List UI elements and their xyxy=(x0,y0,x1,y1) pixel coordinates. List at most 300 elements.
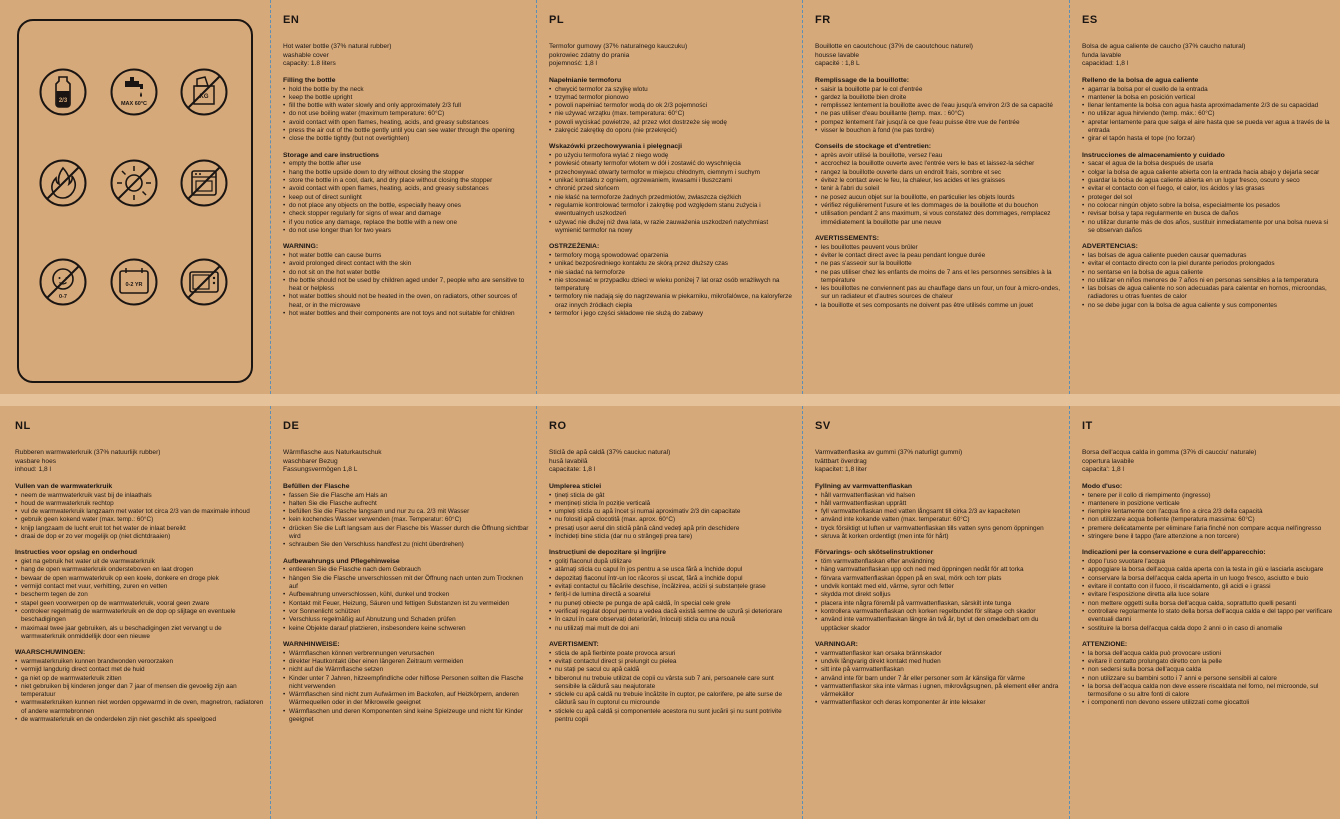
list-item: • kontrollera varmvattenflaskan och korken regelbundet för slitage och skador xyxy=(815,608,1063,616)
instruction-section xyxy=(549,77,796,136)
list-item: • przechowywać otwarty termofor w miejscu chłodnym, ciemnym i suchym xyxy=(549,169,796,177)
product-info-line: funda lavable xyxy=(1082,51,1122,59)
product-info xyxy=(15,449,264,475)
list-item: • entleeren Sie die Flasche nach dem Gebrauch xyxy=(283,566,530,574)
section-title: Förvarings- och skötselinstruktioner xyxy=(815,549,934,557)
list-item: • non utilizzare su bambini sotto i 7 anni e persone sensibili al calore xyxy=(1082,675,1334,683)
instruction-list xyxy=(283,566,530,632)
list-item: • nu folosiți apă clocotită (max. aprox. 60°C) xyxy=(549,516,796,524)
list-item: • förvara varmvattenflaskan öppen på en sval, mörk och torr plats xyxy=(815,575,1063,583)
instruction-list xyxy=(283,86,530,144)
list-item: • Kontakt mit Feuer, Heizung, Säuren und fettigen Substanzen ist zu vermeiden xyxy=(283,600,530,608)
instruction-list xyxy=(1082,650,1334,708)
list-item: • vermijd langdurig direct contact met de huid xyxy=(15,666,264,674)
list-item: • no colocar ningún objeto sobre la bolsa, especialmente los pesados xyxy=(1082,202,1334,210)
instruction-list xyxy=(815,650,1063,708)
list-item: • sticlele cu apă caldă și componentele acestora nu sunt jucării și nu sunt potrivite pentru copii xyxy=(549,708,796,725)
section-title: Conseils de stockage et d'entretien: xyxy=(815,143,932,151)
section-title: AVERTISSEMENTS: xyxy=(815,234,880,242)
list-item: • använd inte kokande vatten (max. temperatur: 60°C) xyxy=(815,516,1063,524)
list-item: • riempire lentamente con l'acqua fino a circa 2/3 della capacità xyxy=(1082,508,1334,516)
list-item: • nu stați pe sacul cu apă caldă xyxy=(549,666,796,674)
section-title: Wskazówki przechowywania i pielęgnacji xyxy=(549,143,682,151)
product-info-line: Hot water bottle (37% natural rubber) xyxy=(283,43,392,50)
list-item: • presați ușor aerul din sticlă până când vedeți apă prin deschidere xyxy=(549,525,796,533)
list-item: • hot water bottles should not be heated in the oven, on radiators, other sources of heat, or in the microwave xyxy=(283,293,530,310)
section-title: Vullen van de warmwaterkruik xyxy=(15,482,113,490)
list-item: • premere delicatamente per eliminare l'aria finché non compare acqua nell'ingresso xyxy=(1082,525,1334,533)
section-title: Instructies voor opslag en onderhoud xyxy=(15,549,137,557)
list-item: • goliți flaconul după utilizare xyxy=(549,558,796,566)
product-info-line: capacidad: 1,8 l xyxy=(1082,60,1129,68)
list-item: • nie używać wrzątku (max. temperatura: 60°C) xyxy=(549,110,796,118)
section-title: Befüllen der Flasche xyxy=(283,482,350,490)
list-item: • nie stosować w przypadku dzieci w wieku poniżej 7 lat oraz osób wrażliwych na temperaturę xyxy=(549,277,796,294)
language-code: EN xyxy=(283,14,300,26)
list-item: • evitare il contatto con il fuoco, il riscaldamento, gli acidi e i grassi xyxy=(1082,583,1334,591)
list-item: • evitar el contacto directo con la piel durante periodos prolongados xyxy=(1082,260,1334,268)
instruction-section xyxy=(1082,152,1334,235)
instruction-list xyxy=(815,492,1063,542)
list-item: • no utilizar durante más de dos años, sustituir inmediatamente por una bolsa nueva si se observan daños xyxy=(1082,219,1334,236)
list-item: • non utilizzare acqua bollente (temperatura massima: 60°C) xyxy=(1082,516,1334,524)
no-sun-icon xyxy=(109,158,159,208)
column-ro xyxy=(537,406,802,819)
section-title: Filling the bottle xyxy=(283,76,336,84)
column-pl xyxy=(537,0,802,394)
no-microwave-icon xyxy=(179,257,229,307)
list-item: • gebruik geen kokend water (max. temp.: 60°C) xyxy=(15,516,264,524)
list-item: • tenir à l'abri du soleil xyxy=(815,185,1063,193)
instruction-section xyxy=(283,152,530,235)
list-item: • no utilizar agua hirviendo (temp. máx.: 60°C) xyxy=(1082,110,1334,118)
list-item: • hang the bottle upside down to dry without closing the stopper xyxy=(283,169,530,177)
list-item: • store the bottle in a cool, dark, and dry place without closing the stopper xyxy=(283,177,530,185)
product-info-line: kapacitet: 1,8 liter xyxy=(815,466,867,474)
list-item: • ga niet op de warmwaterkruik zitten xyxy=(15,675,264,683)
list-item: • vul de warmwaterkruik langzaam met water tot circa 2/3 van de maximale inhoud xyxy=(15,508,264,516)
list-item: • remplissez lentement la bouillotte avec de l'eau jusqu'à environ 2/3 de sa capacité xyxy=(815,102,1063,110)
list-item: • hot water bottle can cause burns xyxy=(283,252,530,260)
product-info xyxy=(815,43,1063,69)
list-item: • powiesić otwarty termofor wlotem w dół i zostawić do wyschnięcia xyxy=(549,160,796,168)
list-item: • if you notice any damage, replace the bottle with a new one xyxy=(283,219,530,227)
language-code: ES xyxy=(1082,14,1098,26)
list-item: • evitare il contatto prolungato diretto con la pelle xyxy=(1082,658,1334,666)
instruction-list xyxy=(815,558,1063,633)
list-item: • de warmwaterkruik en de onderdelen zijn niet geschikt als speelgoed xyxy=(15,716,264,724)
list-item: • hängen Sie die Flasche unverschlossen mit der Öffnung nach unten zum Trocknen auf xyxy=(283,575,530,592)
product-info-line: Wärmflasche aus Naturkautschuk xyxy=(283,449,382,456)
list-item: • la borsa dell'acqua calda può provocare ustioni xyxy=(1082,650,1334,658)
instruction-section xyxy=(1082,243,1334,310)
instruction-list xyxy=(1082,86,1334,144)
list-item: • sticlele cu apă caldă nu trebuie încălzite în cuptor, pe calorifere, pe alte surse de căldură sau în cuptorul cu microunde xyxy=(549,691,796,708)
list-item: • hot water bottles and their components are not toys and not suitable for children xyxy=(283,310,530,318)
language-code: IT xyxy=(1082,420,1093,432)
list-item: • saisir la bouillotte par le col d'entrée xyxy=(815,86,1063,94)
list-item: • llenar lentamente la bolsa con agua hasta aproximadamente 2/3 de su capacidad xyxy=(1082,102,1334,110)
list-item: • atârnați sticla cu capul în jos pentru a se usca fără a închide dopul xyxy=(549,566,796,574)
instruction-list xyxy=(549,86,796,136)
product-info-line: housse lavable xyxy=(815,51,859,59)
list-item: • Wärmflaschen können verbrennungen verursachen xyxy=(283,650,530,658)
list-item: • depozitați flaconul într-un loc răcoros și uscat, fără a închide dopul xyxy=(549,575,796,583)
list-item: • mantener la bolsa en posición vertical xyxy=(1082,94,1334,102)
list-item: • neem de warmwaterkruik vast bij de inlaathals xyxy=(15,492,264,500)
instruction-section xyxy=(815,235,1063,310)
product-info xyxy=(283,43,530,69)
list-item: • drücken Sie die Luft langsam aus der Flasche bis Wasser durch die Öffnung sichtbar wird xyxy=(283,525,530,542)
list-item: • proteger del sol xyxy=(1082,194,1334,202)
list-item: • direkter Hautkontakt über einen längeren Zeitraum vermeiden xyxy=(283,658,530,666)
instruction-section xyxy=(283,77,530,144)
instruction-section xyxy=(549,549,796,632)
list-item: • închideți bine sticla (dar nu o strângeți prea tare) xyxy=(549,533,796,541)
band-gap xyxy=(0,394,1340,406)
list-item: • appoggiare la borsa dell'acqua calda aperta con la testa in giù e lasciarla asciugare xyxy=(1082,566,1334,574)
list-item: • Wärmflaschen sind nicht zum Aufwärmen im Backofen, auf Heizkörpern, anderen Wärmequellen oder in der Mikrowelle geeignet xyxy=(283,691,530,708)
section-title: Aufbewahrungs und Pflegehinweise xyxy=(283,557,400,565)
instruction-list xyxy=(549,492,796,542)
list-item: • termofor i jego części składowe nie służą do zabawy xyxy=(549,310,796,318)
instruction-section xyxy=(283,483,530,550)
list-item: • non sedersi sulla borsa dell'acqua calda xyxy=(1082,666,1334,674)
list-item: • close the bottle tightly (but not overtighten) xyxy=(283,135,530,143)
section-title: ATTENZIONE: xyxy=(1082,640,1128,648)
list-item: • töm varmvattenflaskan efter användning xyxy=(815,558,1063,566)
list-item: • mantenere in posizione verticale xyxy=(1082,500,1334,508)
section-title: Napełnianie termoforu xyxy=(549,76,622,84)
column-es xyxy=(1070,0,1340,394)
product-info-line: Sticlă de apă caldă (37% cauciuc natural) xyxy=(549,449,671,456)
column-nl xyxy=(3,406,270,819)
list-item: • używać nie dłużej niż dwa lata, w razie zauważenia uszkodzeń natychmiast wymienić termofor na nowy xyxy=(549,219,796,236)
section-title: WARNHINWEISE: xyxy=(283,640,340,648)
list-item: • kein kochendes Wasser verwenden (max. Temperatur: 60°C) xyxy=(283,516,530,524)
list-item: • check stopper regularly for signs of wear and damage xyxy=(283,210,530,218)
years-label: 0-2 YR xyxy=(125,282,143,288)
list-item: • apretar lentamente para que salga el aire hasta que se pueda ver agua a través de la entrada xyxy=(1082,119,1334,136)
list-item: • fill the bottle with water slowly and only approximately 2/3 full xyxy=(283,102,530,110)
section-title: ADVERTENCIAS: xyxy=(1082,243,1138,251)
list-item: • vérifiez régulièrement l'usure et les dommages de la bouillotte et du bouchon xyxy=(815,202,1063,210)
list-item: • après avoir utilisé la bouillotte, versez l'eau xyxy=(815,152,1063,160)
list-item: • powoli wyciskać powietrze, aż przez wlot dostrzeże się wodę xyxy=(549,119,796,127)
section-title: OSTRZEŻENIA: xyxy=(549,243,600,251)
section-title: WAARSCHUWINGEN: xyxy=(15,649,86,657)
column-en xyxy=(271,0,536,394)
list-item: • no se debe jugar con la bolsa de agua caliente y sus componentes xyxy=(1082,302,1334,310)
list-item: • ne pas utiliser d'eau bouillante (temp. max. : 60°C) xyxy=(815,110,1063,118)
list-item: • tryck försiktigt ut luften ur varmvattenflaskan tills vatten syns genom öppningen xyxy=(815,525,1063,533)
section-title: Storage and care instructions xyxy=(283,151,379,159)
instruction-list xyxy=(283,160,530,235)
list-item: • keine Objekte darauf platzieren, insbesondere keine schweren xyxy=(283,625,530,633)
language-code: SV xyxy=(815,420,831,432)
instruction-list xyxy=(549,558,796,633)
list-item: • houd de warmwaterkruik rechtop xyxy=(15,500,264,508)
product-info-line: tvättbart överdrag xyxy=(815,457,867,465)
list-item: • vermijd contact met vuur, verhitting, zuren en vetten xyxy=(15,583,264,591)
list-item: • utilisation pendant 2 ans maximum, si vous constatez des dommages, remplacez immédiatement la bouillotte par une neuve xyxy=(815,210,1063,227)
list-item: • dopo l'uso svuotare l'acqua xyxy=(1082,558,1334,566)
instruction-list xyxy=(549,650,796,725)
product-info-line: Borsa dell'acqua calda in gomma (37% di caucciu' naturale) xyxy=(1082,449,1257,456)
list-item: • sticla de apă fierbinte poate provoca arsuri xyxy=(549,650,796,658)
list-item: • stringere bene il tappo (fare attenzione a non torcere) xyxy=(1082,533,1334,541)
list-item: • använd inte varmvattenflaskan längre än två år, byt ut den omedelbart om du upptäcker skador xyxy=(815,616,1063,633)
section-title: Instrucțiuni de depozitare și îngrijire xyxy=(549,549,667,557)
language-code: NL xyxy=(15,420,31,432)
section-title: Instrucciones de almacenamiento y cuidado xyxy=(1082,151,1225,159)
list-item: • niet gebruiken bij kinderen jonger dan 7 jaar of mensen die gevoelig zijn aan temperatuur xyxy=(15,683,264,700)
list-item: • pompez lentement l'air jusqu'à ce que l'eau puisse être vue de l'entrée xyxy=(815,119,1063,127)
list-item: • använd inte för barn under 7 år eller personer som är känsliga för värme xyxy=(815,675,1063,683)
list-item: • draai de dop er zo ver mogelijk op (niet dichtdraaien) xyxy=(15,533,264,541)
list-item: • las bolsas de agua caliente no son adecuadas para calentar en hornos, microondas, radiadores u otras fuentes de calor xyxy=(1082,285,1334,302)
instruction-list xyxy=(815,86,1063,136)
product-info-line: Varmvattenflaska av gummi (37% naturligt gummi) xyxy=(815,449,963,456)
instruction-list xyxy=(549,252,796,318)
list-item: • warmwaterkruiken kunnen niet worden opgewarmd in de oven, magnetron, radiatoren of andere warmtebronnen xyxy=(15,699,264,716)
list-item: • evitar el contacto con el fuego, el calor, los ácidos y las grasas xyxy=(1082,185,1334,193)
max-temp-label: MAX 60°C xyxy=(120,101,148,107)
list-item: • chwycić termofor za szyjkę wlotu xyxy=(549,86,796,94)
list-item: • evitați contactul cu flăcările deschise, încălzirea, acizii și substanțele grase xyxy=(549,583,796,591)
no-oven-icon xyxy=(179,158,229,208)
list-item: • placera inte några föremål på varmvattenflaskan, särskilt inte tunga xyxy=(815,600,1063,608)
instruction-list xyxy=(1082,252,1334,310)
list-item: • ne posez aucun objet sur la bouillotte, en particulier les objets lourds xyxy=(815,194,1063,202)
product-info-line: pojemność: 1,8 l xyxy=(549,60,598,68)
list-item: • befüllen Sie die Flasche langsam und nur zu ca. 2/3 mit Wasser xyxy=(283,508,530,516)
list-item: • varmvattenflaskor och deras komponenter är inte leksaker xyxy=(815,699,1063,707)
list-item: • hang de open warmwaterkruik ondersteboven en laat drogen xyxy=(15,566,264,574)
list-item: • häng varmvattenflaskan upp och ned med öppningen nedåt för att torka xyxy=(815,566,1063,574)
list-item: • varmvattenflaskor kan orsaka brännskador xyxy=(815,650,1063,658)
list-item: • la borsa dell'acqua calda non deve essere riscaldata nel forno, nel microonde, sul termosifone o su altre fonti di calore xyxy=(1082,683,1334,700)
product-info-line: capacitate: 1,8 l xyxy=(549,466,596,474)
list-item: • avoid contact with open flames, heating, acids, and greasy substances xyxy=(283,185,530,193)
instruction-section xyxy=(283,641,530,724)
product-info-line: washable cover xyxy=(283,51,329,59)
instruction-list xyxy=(1082,492,1334,542)
instruction-section xyxy=(815,77,1063,136)
list-item: • do not use boiling water (maximum temperature: 60°C) xyxy=(283,110,530,118)
list-item: • po użyciu termofora wylać z niego wodę xyxy=(549,152,796,160)
list-item: • sacar el agua de la bolsa después de usarla xyxy=(1082,160,1334,168)
product-info xyxy=(549,43,796,69)
list-item: • colgar la bolsa de agua caliente abierta con la entrada hacia abajo y dejarla secar xyxy=(1082,169,1334,177)
bottom-band xyxy=(0,406,1340,819)
list-item: • i componenti non devono essere utilizzati come giocattoli xyxy=(1082,699,1334,707)
instruction-section xyxy=(815,641,1063,708)
list-item: • nicht auf die Wärmflasche setzen xyxy=(283,666,530,674)
list-item: • håll varmvattenflaskan upprätt xyxy=(815,500,1063,508)
max-water-temp-icon xyxy=(109,67,159,117)
list-item: • la bouillotte et ses composants ne doivent pas être utilisés comme un jouet xyxy=(815,302,1063,310)
list-item: • nu utilizați mai mult de doi ani xyxy=(549,625,796,633)
list-item: • varmvattenflaskor ska inte värmas i ugnen, mikrovågsugnen, på element eller andra värmekällor xyxy=(815,683,1063,700)
list-item: • mențineți sticla în poziție verticală xyxy=(549,500,796,508)
section-title: Modo d'uso: xyxy=(1082,482,1123,490)
list-item: • fassen Sie die Flasche am Hals an xyxy=(283,492,530,500)
list-item: • knijp langzaam de lucht eruit tot het water de inlaat bereikt xyxy=(15,525,264,533)
product-info-line: Bouillotte en caoutchouc (37% de caoutchouc naturel) xyxy=(815,43,973,50)
list-item: • do not use longer than for two years xyxy=(283,227,530,235)
instruction-list xyxy=(283,252,530,318)
list-item: • keep out of direct sunlight xyxy=(283,194,530,202)
column-sv xyxy=(803,406,1069,819)
column-de xyxy=(271,406,536,819)
list-item: • nu puneți obiecte pe punga de apă caldă, în special cele grele xyxy=(549,600,796,608)
product-info-line: capacity: 1.8 liters xyxy=(283,60,336,68)
list-item: • sitt inte på varmvattenflaskan xyxy=(815,666,1063,674)
no-fire-icon xyxy=(38,158,88,208)
instruction-section xyxy=(15,649,264,724)
list-item: • schrauben Sie den Verschluss handfest zu (nicht überdrehen) xyxy=(283,541,530,549)
list-item: • unikać kontaktu z ogniem, ogrzewaniem, kwasami i tłuszczami xyxy=(549,177,796,185)
product-info xyxy=(549,449,796,475)
product-info-line: husă lavabilă xyxy=(549,457,588,465)
column-it xyxy=(1070,406,1340,819)
list-item: • stapel geen voorwerpen op de warmwaterkruik, vooral geen zware xyxy=(15,600,264,608)
instruction-list xyxy=(1082,558,1334,633)
instruction-section xyxy=(283,558,530,633)
instruction-list xyxy=(549,152,796,235)
list-item: • powoli napełniać termofor wodą do ok 2/3 pojemności xyxy=(549,102,796,110)
list-item: • evitare l'esposizione diretta alla luce solare xyxy=(1082,591,1334,599)
instruction-list xyxy=(815,244,1063,310)
instruction-list xyxy=(1082,160,1334,235)
instruction-list xyxy=(815,152,1063,227)
list-item: • revisar bolsa y tapa regularmente en busca de daños xyxy=(1082,210,1334,218)
list-item: • bescherm tegen de zon xyxy=(15,591,264,599)
list-item: • conservare la borsa dell'acqua calda aperta in un luogo fresco, asciutto e buio xyxy=(1082,575,1334,583)
section-title: Indicazioni per la conservazione e cura dell'apparecchio: xyxy=(1082,549,1266,557)
list-item: • unikać bezpośredniego kontaktu ze skórą przez dłuższy czas xyxy=(549,260,796,268)
list-item: • keep the bottle upright xyxy=(283,94,530,102)
fill-label: 2/3 xyxy=(58,98,68,104)
safety-icon-panel xyxy=(17,19,253,383)
instruction-section xyxy=(815,483,1063,542)
instruction-list xyxy=(283,492,530,550)
list-item: • agarrar la bolsa por el cuello de la entrada xyxy=(1082,86,1334,94)
language-code: FR xyxy=(815,14,831,26)
list-item: • guardar la bolsa de agua caliente abierta en un lugar fresco, oscuro y seco xyxy=(1082,177,1334,185)
list-item: • ne pas s'asseoir sur la bouillotte xyxy=(815,260,1063,268)
instruction-section xyxy=(1082,77,1334,144)
list-item: • hold the bottle by the neck xyxy=(283,86,530,94)
product-info-line: copertura lavabile xyxy=(1082,457,1135,465)
product-info xyxy=(283,449,530,475)
list-item: • skruva åt korken ordentligt (men inte för hårt) xyxy=(815,533,1063,541)
replace-2-years-icon xyxy=(109,257,159,307)
product-info-line: Fassungsvermögen 1,8 L xyxy=(283,466,358,474)
product-info-line: wasbare hoes xyxy=(15,457,57,465)
section-title: Remplissage de la bouillotte: xyxy=(815,76,910,84)
list-item: • fyll varmvattenflaskan med vatten långsamt till cirka 2/3 av kapaciteten xyxy=(815,508,1063,516)
list-item: • giet na gebruik het water uit de warmwaterkruik xyxy=(15,558,264,566)
instruction-section xyxy=(1082,483,1334,542)
list-item: • țineți sticla de gât xyxy=(549,492,796,500)
list-item: • evitați contactul direct și prelungit cu pielea xyxy=(549,658,796,666)
list-item: • nie kłaść na termoforze żadnych przedmiotów, zwłaszcza ciężkich xyxy=(549,194,796,202)
list-item: • ne pas utiliser chez les enfants de moins de 7 ans et les personnes sensibles à la température xyxy=(815,269,1063,286)
top-band xyxy=(0,0,1340,394)
product-info-line: capacité : 1,8 L xyxy=(815,60,860,68)
instruction-list xyxy=(15,558,264,641)
column-fr xyxy=(803,0,1069,394)
list-item: • håll varmvattenflaskan vid halsen xyxy=(815,492,1063,500)
instruction-section xyxy=(283,243,530,318)
instruction-section xyxy=(815,143,1063,226)
product-info-line: inhoud: 1,8 l xyxy=(15,466,51,474)
section-title: VARNINGAR: xyxy=(815,640,858,648)
list-item: • the bottle should not be used by children aged under 7, people who are sensitive to heat or helpless xyxy=(283,277,530,294)
list-item: • accrochez la bouillotte ouverte avec l'entrée vers le bas et laissez-la sécher xyxy=(815,160,1063,168)
list-item: • non mettere oggetti sulla borsa dell'acqua calda, soprattutto quelli pesanti xyxy=(1082,600,1334,608)
instruction-section xyxy=(549,143,796,235)
list-item: • Kinder unter 7 Jahren, hitzeempfindliche oder hilflose Personen sollten die Flasche nicht verwenden xyxy=(283,675,530,692)
list-item: • empty the bottle after use xyxy=(283,160,530,168)
list-item: • avoid contact with open flames, heating, acids, and greasy substances xyxy=(283,119,530,127)
list-item: • las bolsas de agua caliente pueden causar quemaduras xyxy=(1082,252,1334,260)
no-weight-icon xyxy=(179,67,229,117)
product-info xyxy=(1082,43,1334,69)
list-item: • trzymać termofor pionowo xyxy=(549,94,796,102)
list-item: • nie siadać na termoforze xyxy=(549,269,796,277)
product-info xyxy=(815,449,1063,475)
list-item: • vor Sonnenlicht schützen xyxy=(283,608,530,616)
section-title: Fyllning av varmvattenflaskan xyxy=(815,482,913,490)
list-item: • do not sit on the hot water bottle xyxy=(283,269,530,277)
fill-two-thirds-icon xyxy=(38,67,88,117)
list-item: • girar el tapón hasta el tope (no forzar) xyxy=(1082,135,1334,143)
no-children-icon xyxy=(38,257,88,307)
list-item: • undvik kontakt med eld, värme, syror och fetter xyxy=(815,583,1063,591)
instruction-section xyxy=(549,243,796,318)
instruction-section xyxy=(549,483,796,542)
product-info-line: Rubberen warmwaterkruik (37% natuurlijk rubber) xyxy=(15,449,161,456)
list-item: • termofory nie nadają się do nagrzewania w piekarniku, mikrofalówce, na kaloryferze oraz innych źródłach ciepła xyxy=(549,293,796,310)
list-item: • visser le bouchon à fond (ne pas tordre) xyxy=(815,127,1063,135)
list-item: • évitez le contact avec le feu, la chaleur, les acides et les graisses xyxy=(815,177,1063,185)
list-item: • éviter le contact direct avec la peau pendant longue durée xyxy=(815,252,1063,260)
instruction-list xyxy=(15,658,264,724)
list-item: • regularnie kontrolować termofor i zakrętkę pod względem stanu zużycia i ewentualnych uszkodzeń xyxy=(549,202,796,219)
product-info xyxy=(1082,449,1334,475)
list-item: • verificați regulat dopul pentru a vedea dacă există semne de uzură și deteriorare xyxy=(549,608,796,616)
instruction-section xyxy=(15,549,264,641)
weight-label: KG xyxy=(199,94,209,100)
list-item: • Wärmflaschen und deren Komponenten sind keine Spielzeuge und nicht für Kinder geeignet xyxy=(283,708,530,725)
list-item: • skydda mot direkt solljus xyxy=(815,591,1063,599)
list-item: • do not place any objects on the bottle, especially heavy ones xyxy=(283,202,530,210)
language-code: PL xyxy=(549,14,565,26)
list-item: • bewaar de open warmwaterkruik op een koele, donkere en droge plek xyxy=(15,575,264,583)
list-item: • controleer regelmatig de warmwaterkruik en de dop op slijtage en eventuele beschadigingen xyxy=(15,608,264,625)
instruction-section xyxy=(1082,549,1334,632)
list-item: • no sentarse en la bolsa de agua caliente xyxy=(1082,269,1334,277)
list-item: • în cazul în care observați deteriorări, înlocuiți sticla cu una nouă xyxy=(549,616,796,624)
instruction-section xyxy=(815,549,1063,632)
list-item: • les bouillottes ne conviennent pas au chauffage dans un four, un four à micro-ondes, sur un radiateur et d'autres sources de chaleur xyxy=(815,285,1063,302)
product-info-line: waschbarer Bezug xyxy=(283,457,338,465)
list-item: • controllare regolarmente lo stato della borsa dell'acqua calda e del tappo per verificare eventuali danni xyxy=(1082,608,1334,625)
list-item: • gardez la bouillotte bien droite xyxy=(815,94,1063,102)
